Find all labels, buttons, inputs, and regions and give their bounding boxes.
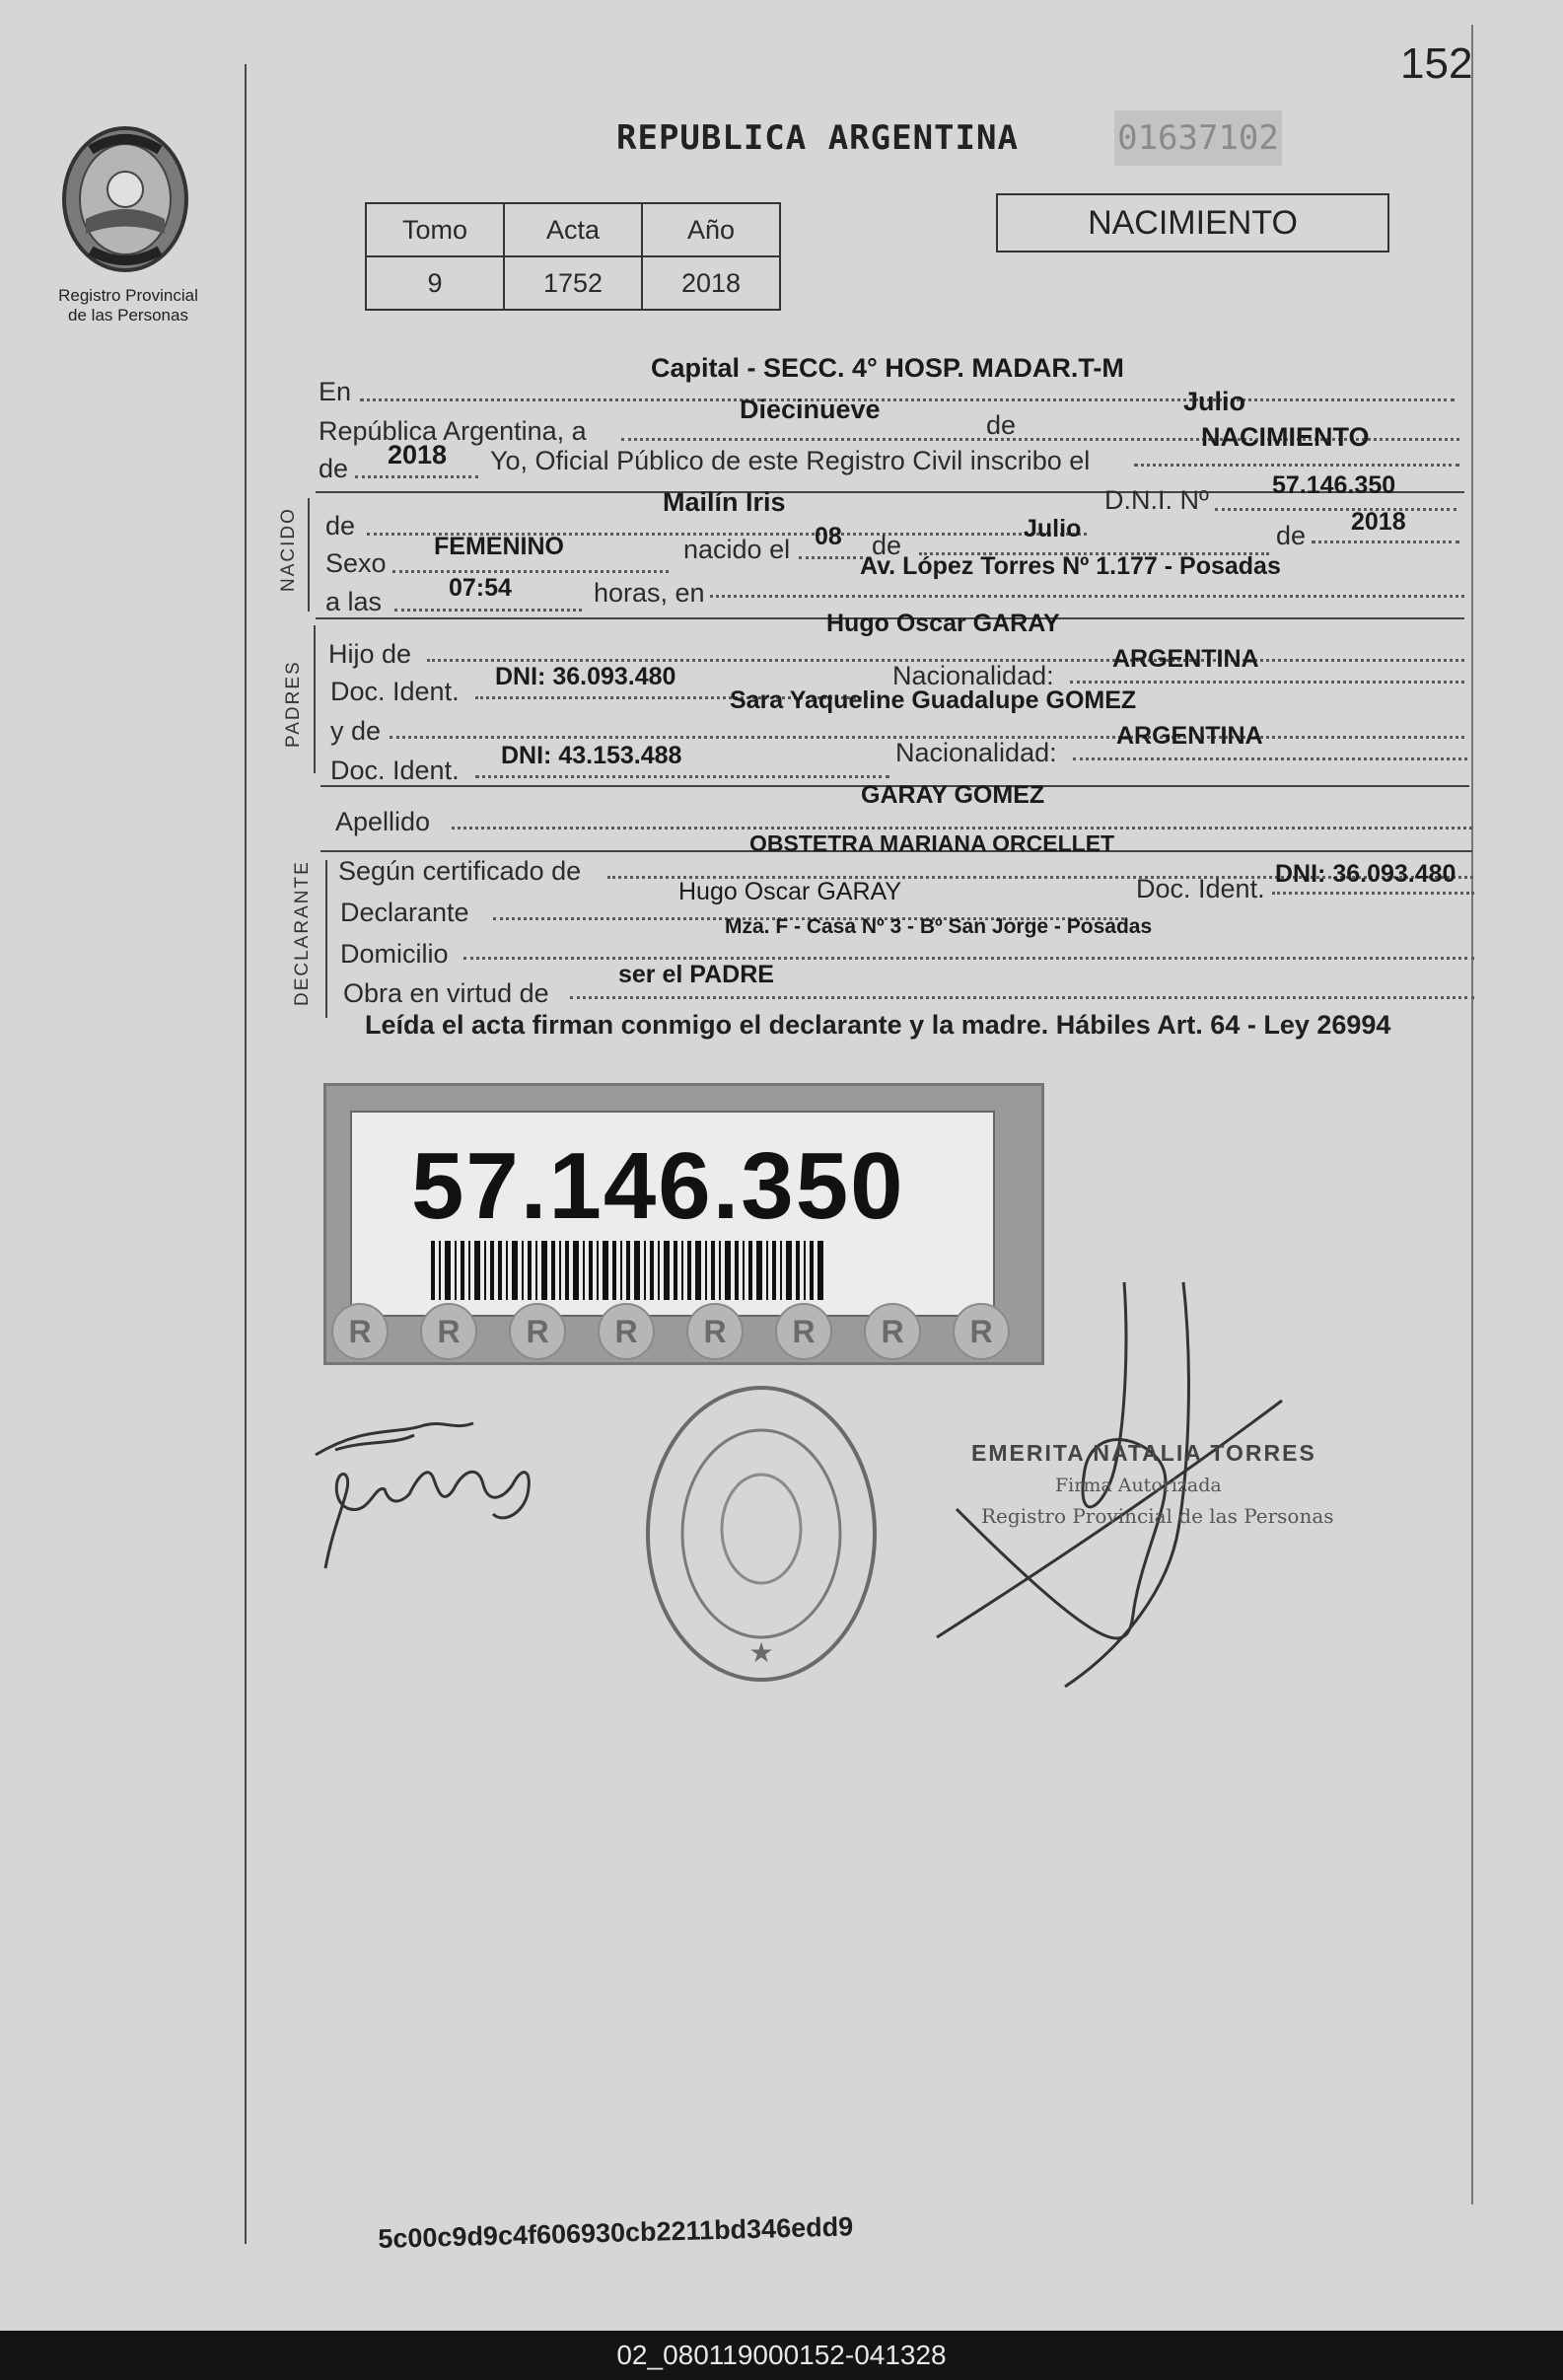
right-margin-line [1471,25,1473,2204]
official-org: Registro Provincial de las Personas [981,1504,1334,1528]
official-seal [641,1381,883,1687]
cert-value: OBSTETRA MARIANA ORCELLET [749,830,1115,856]
domicilio-value: Mza. F - Casa Nº 3 - Bº San Jorge - Posadas [725,915,1153,938]
official-name: EMERITA NATALIA TORRES [971,1440,1316,1466]
yde-label: y de [330,716,382,746]
page-number: 152 [1400,39,1473,88]
tomo-header: Tomo [366,203,504,256]
dots-line [1272,892,1474,895]
section-bar [325,860,327,1018]
record-table-values [366,256,780,310]
record-table [365,202,781,311]
birth-year: 2018 [1351,508,1406,536]
mother-doc-label: Doc. Ident. [330,756,460,785]
sexo-label: Sexo [325,548,387,578]
nacido-de2-label: de [872,531,902,560]
ano-header: Año [642,203,780,256]
birth-time: 07:54 [449,574,512,602]
left-margin-line [245,64,247,2244]
father-nat-label: Nacionalidad: [892,661,1054,690]
barcode-icon [431,1241,825,1300]
dots-line [799,556,863,559]
cert-label: Según certificado de [338,856,582,886]
mother-signature [306,1396,542,1583]
alas-label: a las [325,587,383,616]
father-doc: DNI: 36.093.480 [495,663,676,690]
dni-label: D.N.I. Nº [1104,485,1209,515]
nacido-el-label: nacido el [683,535,791,564]
r-mark-icon: R [598,1303,655,1360]
sticker-dni-number: 57.146.350 [411,1133,905,1239]
de-year-label: de [319,454,349,483]
birth-address: Av. López Torres Nº 1.177 - Posadas [860,552,1281,580]
dots-line [1073,757,1467,760]
hijo-label: Hijo de [328,639,412,669]
registry-label-line2: de las Personas [68,306,188,325]
nacido-de3-label: de [1276,521,1307,550]
dots-line [570,996,1474,999]
ano-value: 2018 [642,256,780,310]
declarante-section-label: DECLARANTE [292,860,313,1006]
sexo-value: FEMENINO [434,533,564,560]
acta-header: Acta [504,203,642,256]
registry-label [30,286,227,325]
mother-nat-label: Nacionalidad: [895,738,1057,767]
republica-label: República Argentina, a [319,416,587,446]
father-doc-label: Doc. Ident. [330,677,460,706]
section-bar [314,625,316,773]
obra-label: Obra en virtud de [343,978,549,1008]
svg-text:★: ★ [748,1636,774,1669]
father-name: Hugo Oscar GARAY [826,610,1060,637]
dni-sticker-inner [350,1111,995,1317]
registry-label-line1: Registro Provincial [58,286,198,305]
act-value: NACIMIENTO [1201,422,1370,452]
document-hash: 5c00c9d9c4f606930cb2211bd346edd9 [378,2211,854,2254]
dots-line [360,398,1455,401]
official-role: Firma Autorizada [1055,1475,1222,1496]
tomo-value: 9 [366,256,504,310]
place-value: Capital - SECC. 4° HOSP. MADAR.T-M [651,353,1124,383]
r-mark-icon: R [864,1303,921,1360]
apellido-label: Apellido [335,807,431,836]
dots-line [463,957,1474,960]
footer-id: 02_080119000152-041328 [0,2331,1563,2380]
declarante-doc: DNI: 36.093.480 [1275,860,1456,888]
padres-section-label: PADRES [283,660,304,748]
acta-value: 1752 [504,256,642,310]
nacido-de-label: de [325,511,356,541]
dots-line [394,609,582,612]
yo-label: Yo, Oficial Público de este Registro Civil inscribo el [490,446,1091,475]
apellido-value: GARAY GOMEZ [861,781,1045,809]
father-nat: ARGENTINA [1112,645,1259,673]
declarante-label: Declarante [340,898,469,927]
domicilio-label: Domicilio [340,939,449,969]
en-label: En [319,377,352,406]
mother-nat: ARGENTINA [1116,722,1263,750]
r-mark-icon: R [953,1303,1010,1360]
birth-month: Julio [1024,515,1082,542]
child-dni: 57.146.350 [1272,471,1396,499]
month-value: Julio [1183,387,1246,416]
r-mark-icon: R [420,1303,477,1360]
serial-number: 01637102 [1114,110,1282,166]
dots-line [392,570,669,573]
r-mark-icon: R [686,1303,744,1360]
country-title: REPUBLICA ARGENTINA [616,118,1019,158]
day-value: Diecinueve [740,395,881,424]
declarante-value: Hugo Oscar GARAY [678,878,902,905]
dots-line [475,775,889,778]
record-type-box: NACIMIENTO [996,193,1389,252]
record-table-header [366,203,780,256]
dots-line [1070,681,1464,684]
obra-value: ser el PADRE [618,961,774,988]
de-label: de [986,410,1017,440]
birth-day: 08 [815,523,842,550]
child-name: Mailín Iris [663,487,786,517]
horas-label: horas, en [594,578,705,608]
dots-line [452,827,1472,829]
dots-line [710,595,1464,598]
r-mark-icon: R [509,1303,566,1360]
dots-line [1312,541,1459,543]
dots-line [1215,508,1456,511]
nacido-section-label: NACIDO [278,507,299,592]
r-mark-icon: R [331,1303,389,1360]
closing-text: Leída el acta firman conmigo el declarante y la madre. Hábiles Art. 64 - Ley 26994 [365,1010,1391,1040]
mother-doc: DNI: 43.153.488 [501,742,682,769]
r-mark-icon: R [775,1303,832,1360]
section-bar [308,498,310,612]
mother-name: Sara Yaqueline Guadalupe GOMEZ [730,686,1137,714]
dots-line [355,475,478,478]
year-value: 2018 [388,440,448,469]
declarante-doc-label: Doc. Ident. [1136,874,1265,903]
misiones-logo [51,120,199,278]
dots-line [1134,464,1459,467]
